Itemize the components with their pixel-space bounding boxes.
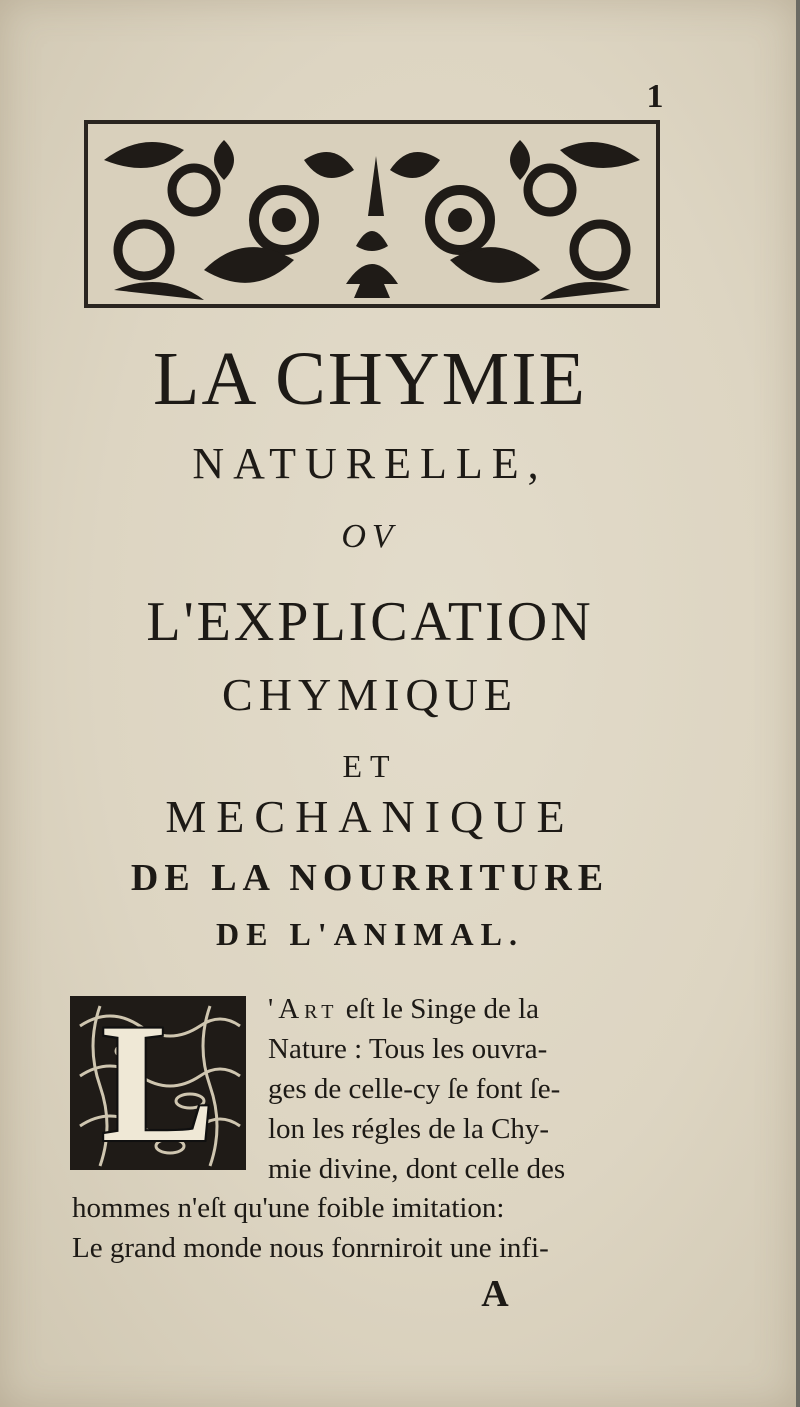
text-line-4: lon les régles de la Chy- (268, 1113, 550, 1145)
page-number: 1 (646, 78, 664, 115)
title-line-2: NATURELLE, (192, 439, 548, 488)
title-line-4: L'EXPLICATION (146, 591, 594, 653)
title-line-5: CHYMIQUE (222, 669, 518, 720)
text-line-3: ges de celle-cy ſe font ſe- (268, 1073, 561, 1105)
dropcap-letter: L (101, 989, 215, 1177)
text-line-5: mie divine, dont celle des (268, 1153, 566, 1185)
title-line-1: LA CHYMIE (153, 337, 587, 421)
text-line-7: Le grand monde nous fonrniroit une infi- (72, 1232, 549, 1264)
floral-headpiece-ornament (84, 120, 660, 308)
title-line-9: DE L'ANIMAL. (215, 916, 524, 952)
title-line-6: ET (342, 748, 398, 784)
text-line-2: Nature : Tous les ouvra- (268, 1033, 548, 1065)
text-line-1 (268, 993, 662, 1026)
title-line-7: MECHANIQUE (165, 791, 575, 842)
title-line-3: OV (341, 518, 399, 555)
text-line-1-rest: eſt le Singe de la (338, 993, 540, 1025)
title-line-8: DE LA NOURRITURE (130, 857, 610, 899)
signature-mark: A (481, 1273, 509, 1315)
decorated-initial (70, 989, 246, 1177)
text-line-1-smallcaps: 'Art (268, 993, 339, 1025)
text-line-6: hommes n'eſt qu'une foible imitation: (72, 1192, 505, 1224)
